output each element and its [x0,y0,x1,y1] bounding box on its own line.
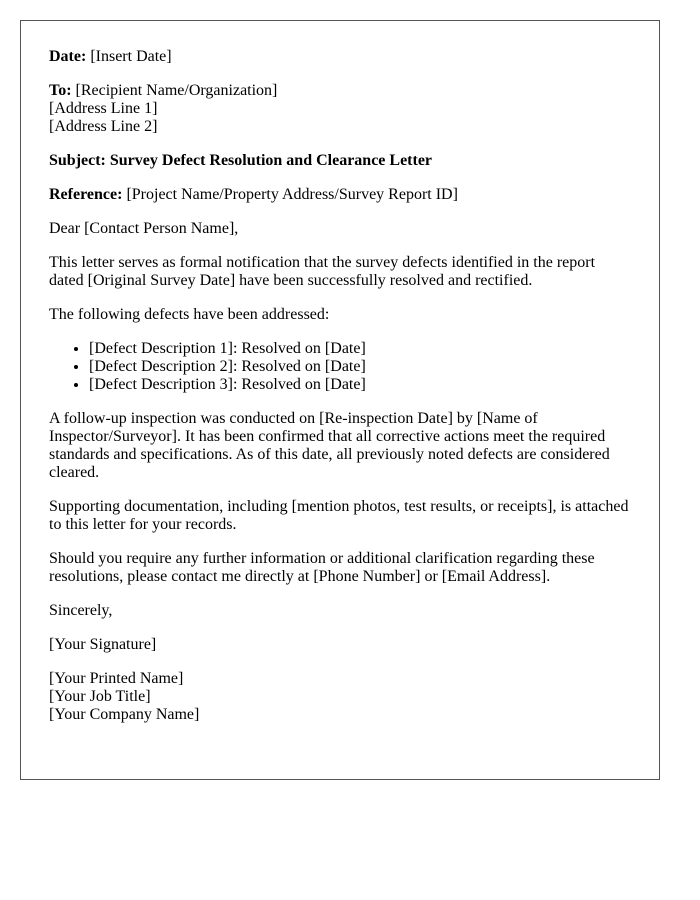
printed-name: [Your Printed Name] [49,670,184,687]
defect-item: • [Defect Description 3]: Resolved on [Date] [89,376,631,394]
recipient-name: [Recipient Name/Organization] [75,82,278,99]
subject-text: Subject: Survey Defect Resolution and Clearance Letter [49,152,433,169]
defect-item: • [Defect Description 1]: Resolved on [Date] [89,340,631,358]
date-value: [Insert Date] [90,48,172,65]
recipient-block [49,82,631,136]
address-line-2: [Address Line 2] [49,118,158,135]
signatory-block [49,670,631,724]
defect-list [49,340,631,394]
sign-off: Sincerely, [49,602,113,619]
contact-paragraph: Should you require any further information or additional clarification regarding these resolutions, please contact me directly at [Phone Number] or [Email Address]. [49,550,595,585]
signature-placeholder: [Your Signature] [49,636,157,653]
reference-line [49,186,631,204]
address-line-1: [Address Line 1] [49,100,158,117]
reference-label: Reference: [49,186,123,203]
intro-paragraph: This letter serves as formal notification that the survey defects identified in the report dated [Original Survey Date] have been successfully resolved and rectified. [49,254,596,289]
salutation: Dear [Contact Person Name], [49,220,239,237]
date-label: Date: [49,48,87,65]
inspection-paragraph: A follow-up inspection was conducted on [Re-inspection Date] by [Name of Inspector/Surveyor]. It has been confirmed that all corrective actions meet the required standards and specifications. As of this date, all previously noted defects are considered cleared. [49,410,610,481]
company-name: [Your Company Name] [49,706,200,723]
job-title: [Your Job Title] [49,688,151,705]
date-line [49,48,631,66]
recipient-line [49,82,631,100]
letter-page [20,20,660,780]
to-label: To: [49,82,72,99]
reference-value: [Project Name/Property Address/Survey Report ID] [126,186,458,203]
defect-item: • [Defect Description 2]: Resolved on [Date] [89,358,631,376]
documentation-paragraph: Supporting documentation, including [mention photos, test results, or receipts], is attached to this letter for your records. [49,498,629,533]
defects-intro: The following defects have been addressed: [49,306,330,323]
subject-line [49,152,631,170]
